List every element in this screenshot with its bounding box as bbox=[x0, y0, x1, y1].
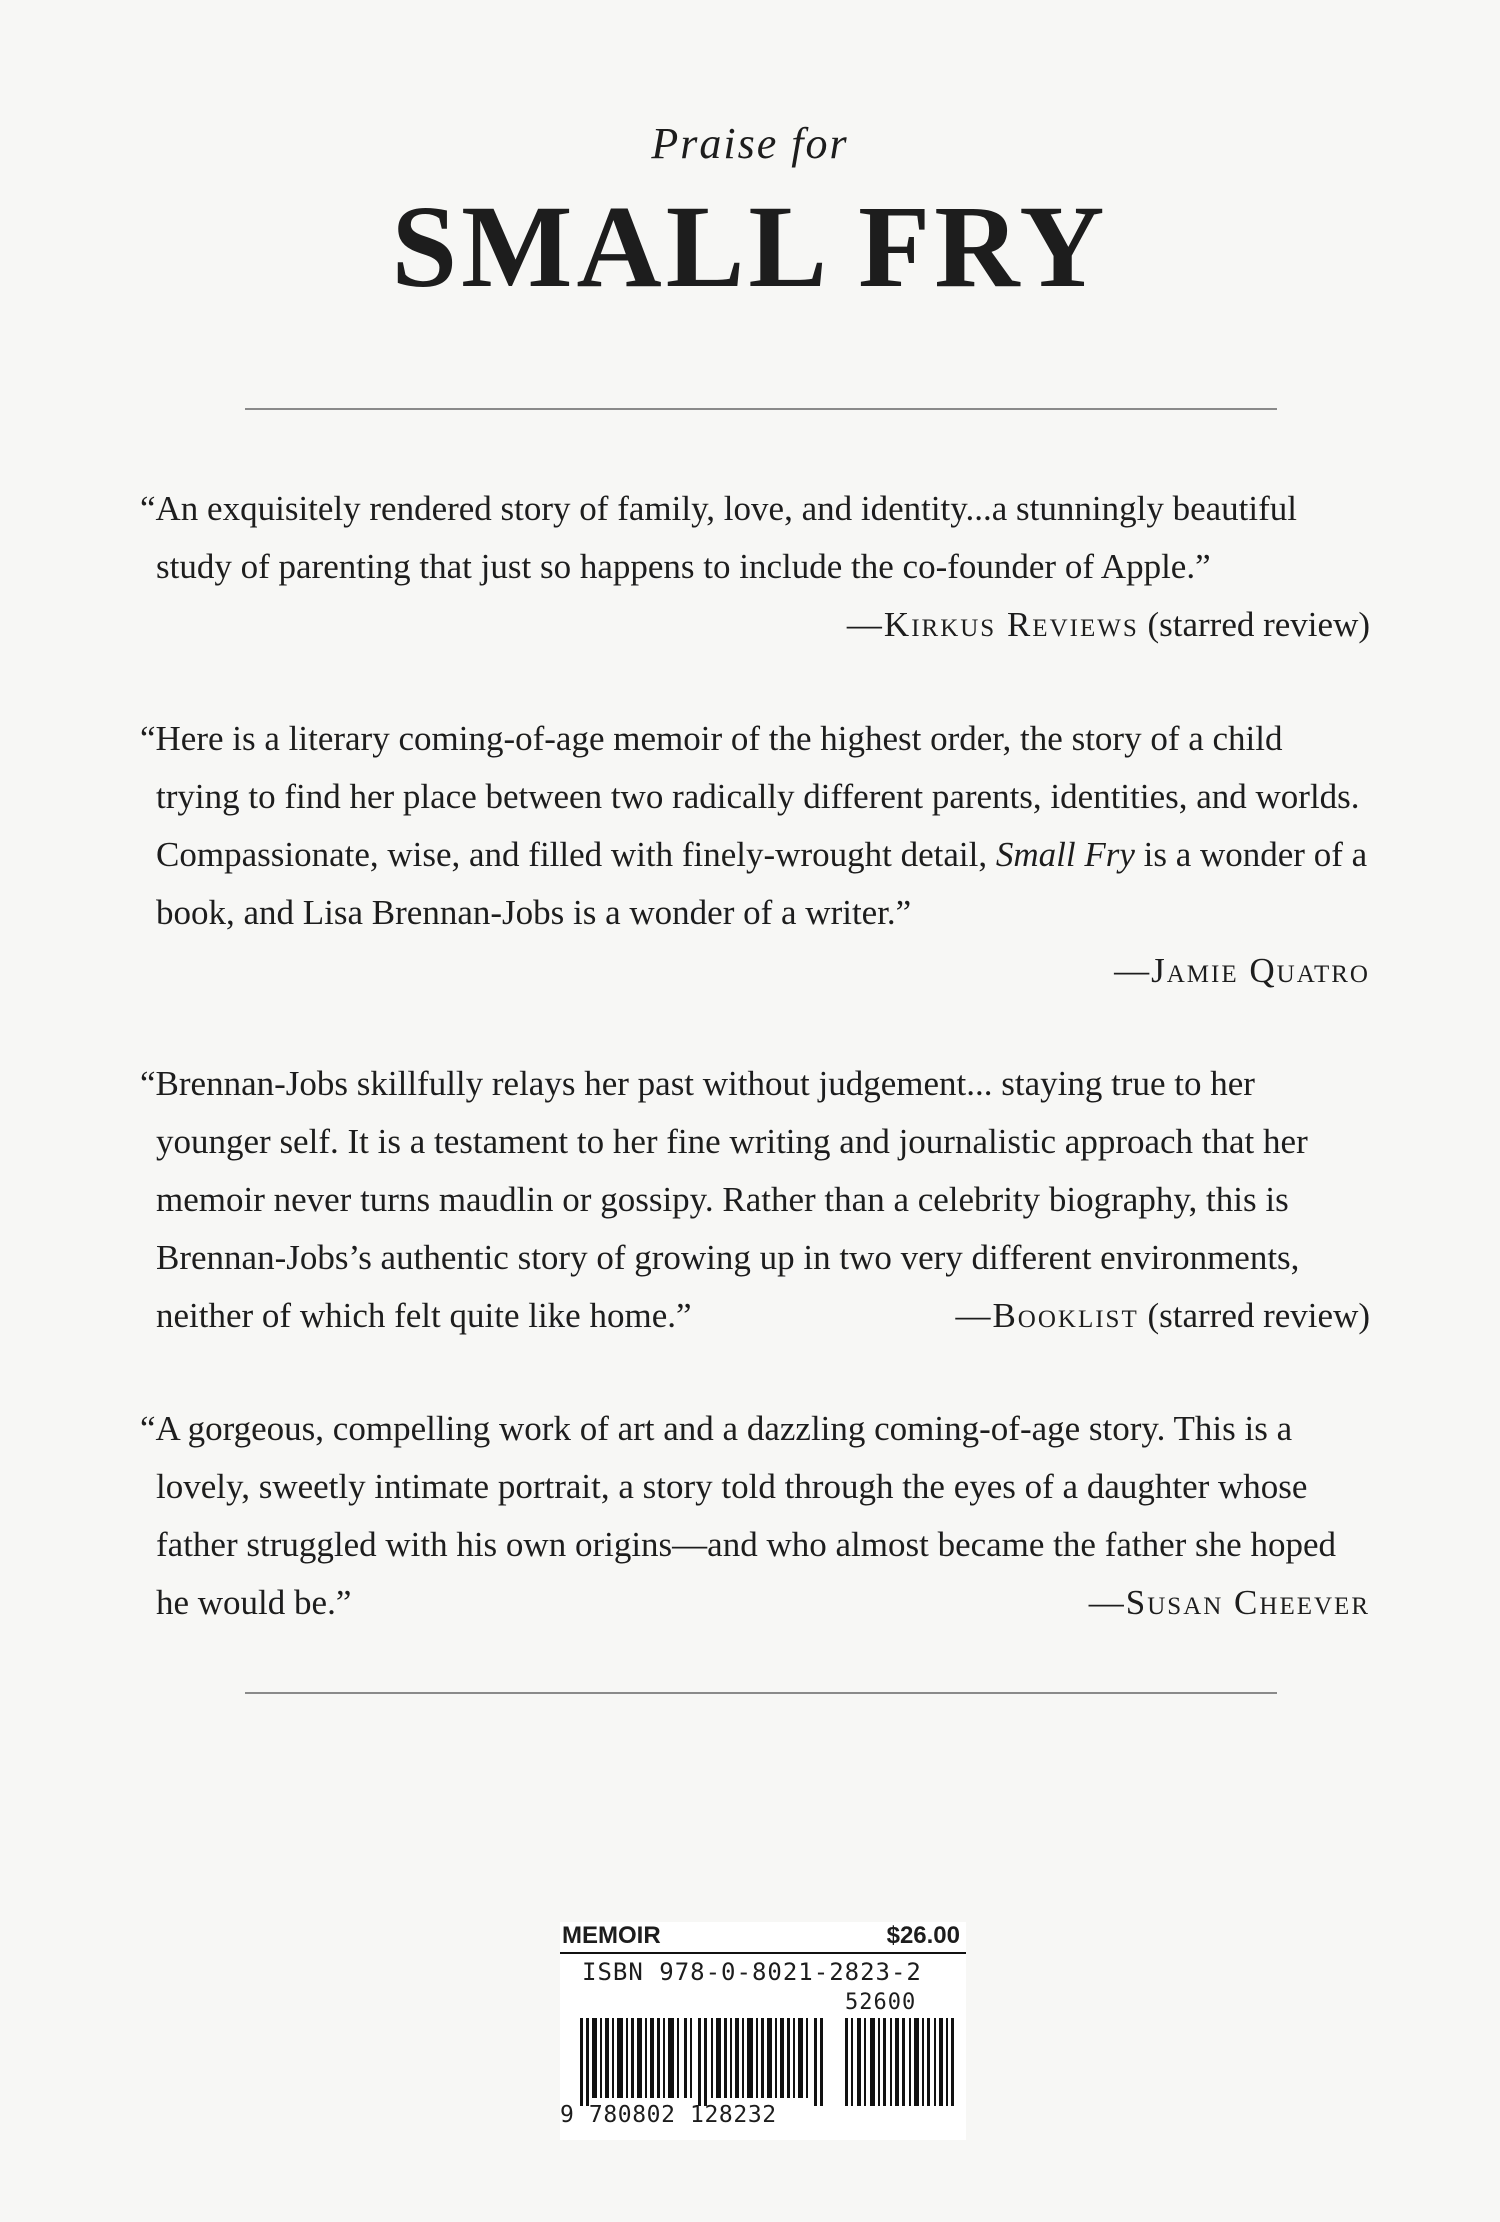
quote-quatro bbox=[140, 710, 1370, 1000]
quote-text: “An exquisitely rendered story of family, love, and identity...a stunningly beautiful study of parenting that just so happens to include the co-founder of Apple.” bbox=[140, 489, 1297, 586]
price-barcode-icon bbox=[845, 2018, 957, 2106]
book-title: SMALL FRY bbox=[391, 181, 1109, 312]
quote-text: “Brennan-Jobs skillfully relays her past without judgement... staying true to her younger self. It is a testament to her fine writing and journalistic approach that her memoir never turns maudlin or gossipy. Rather than a celebrity biography, this is Brennan-Jobs’s authentic story of growing up in two very different environments, neither of which felt quite like home.” bbox=[140, 1064, 1308, 1335]
bottom-divider bbox=[245, 1692, 1277, 1694]
category-label: MEMOIR bbox=[562, 1922, 661, 1949]
quote-text: “A gorgeous, compelling work of art and a dazzling coming-of-age story. This is a lovely, sweetly intimate portrait, a story told through the eyes of a daughter whose father struggled with his own origins—and who almost became the father she hoped he would be.” bbox=[140, 1409, 1336, 1622]
ean-digits-label: 9 780802 128232 bbox=[560, 2102, 777, 2128]
book-title-italic: Small Fry bbox=[995, 835, 1135, 874]
quote-text: “Here is a literary coming-of-age memoir of the highest order, the story of a child trying to find her place between two radically different parents, identities, and worlds. Compassionate, wise, and filled with finely-wrought detail, bbox=[140, 719, 1360, 874]
quote-note: (starred review) bbox=[1147, 605, 1370, 644]
price-row bbox=[560, 1922, 966, 1954]
quote-attribution: —Susan Cheever bbox=[1088, 1583, 1370, 1622]
ean-barcode-icon bbox=[580, 2018, 830, 2106]
top-divider bbox=[245, 408, 1277, 410]
barcode-block bbox=[560, 1922, 966, 2140]
quote-text-end: is a wonder of a book, and Lisa Brennan-Jobs is a wonder of a writer.” bbox=[156, 835, 1368, 932]
price-label: $26.00 bbox=[886, 1922, 960, 1949]
quote-note: (starred review) bbox=[1147, 1296, 1370, 1335]
isbn-label: ISBN 978-0-8021-2823-2 bbox=[582, 1958, 922, 1986]
quote-attribution: —Booklist bbox=[955, 1296, 1139, 1335]
praise-for-heading: Praise for bbox=[651, 119, 849, 168]
quote-cheever bbox=[140, 1400, 1370, 1632]
quote-attribution: —Jamie Quatro bbox=[1114, 951, 1370, 990]
quote-attribution: —Kirkus Reviews bbox=[846, 605, 1139, 644]
quote-kirkus bbox=[140, 480, 1370, 654]
quote-booklist bbox=[140, 1055, 1370, 1345]
price-code-label: 52600 bbox=[845, 1990, 917, 2015]
